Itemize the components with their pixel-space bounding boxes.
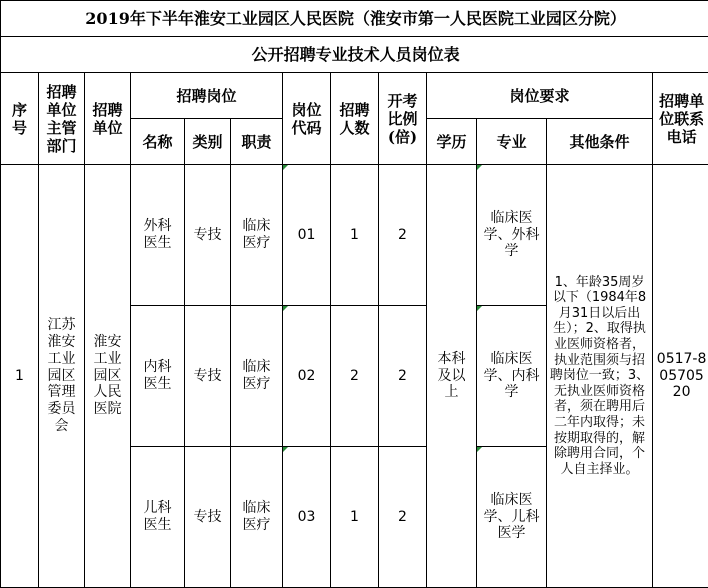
post-name: 外科医生 xyxy=(131,165,185,306)
header-name: 名称 xyxy=(131,119,185,165)
post-duty: 临床医疗 xyxy=(231,165,283,306)
post-name: 儿科医生 xyxy=(131,447,185,588)
post-major: 临床医学、儿科医学 xyxy=(477,447,547,588)
post-count: 2 xyxy=(331,306,379,447)
post-major: 临床医学、外科学 xyxy=(477,165,547,306)
post-type: 专技 xyxy=(185,306,231,447)
post-major: 临床医学、内科学 xyxy=(477,306,547,447)
header-dept: 招聘单位主管部门 xyxy=(39,73,85,165)
header-count: 招聘人数 xyxy=(331,73,379,165)
header-req-group: 岗位要求 xyxy=(427,73,653,119)
post-code: 03 xyxy=(283,447,331,588)
page-title: 2019年下半年淮安工业园区人民医院（淮安市第一人民医院工业园区分院） xyxy=(1,1,708,37)
post-type: 专技 xyxy=(185,447,231,588)
post-name: 内科医生 xyxy=(131,306,185,447)
header-duty: 职责 xyxy=(231,119,283,165)
unit-cell: 淮安工业园区人民医院 xyxy=(85,165,131,588)
header-ratio: 开考比例(倍) xyxy=(379,73,427,165)
post-count: 1 xyxy=(331,165,379,306)
header-contact: 招聘单位联系电话 xyxy=(653,73,708,165)
header-post-group: 招聘岗位 xyxy=(131,73,283,119)
seq-cell: 1 xyxy=(1,165,39,588)
header-seq: 序号 xyxy=(1,73,39,165)
edu-cell: 本科及以上 xyxy=(427,165,477,588)
post-code: 01 xyxy=(283,165,331,306)
post-code: 02 xyxy=(283,306,331,447)
header-code: 岗位代码 xyxy=(283,73,331,165)
header-unit: 招聘单位 xyxy=(85,73,131,165)
header-other: 其他条件 xyxy=(547,119,653,165)
header-major: 专业 xyxy=(477,119,547,165)
post-ratio: 2 xyxy=(379,447,427,588)
table-row xyxy=(1,165,708,306)
contact-cell: 0517-80570520 xyxy=(653,165,708,588)
post-ratio: 2 xyxy=(379,306,427,447)
post-duty: 临床医疗 xyxy=(231,306,283,447)
header-edu: 学历 xyxy=(427,119,477,165)
post-type: 专技 xyxy=(185,165,231,306)
dept-cell: 江苏淮安工业园区管理委员会 xyxy=(39,165,85,588)
post-ratio: 2 xyxy=(379,165,427,306)
post-duty: 临床医疗 xyxy=(231,447,283,588)
other-conditions-cell: 1、年龄35周岁以下（1984年8月31日以后出生）；2、取得执业医师资格者，执业范围须与招聘岗位一致；3、无执业医师资格者，须在聘用后二年内取得；未按期取得的，解除聘用合同，个人自主择业。 xyxy=(547,165,653,588)
table-subtitle: 公开招聘专业技术人员岗位表 xyxy=(1,37,708,73)
post-count: 1 xyxy=(331,447,379,588)
header-type: 类别 xyxy=(185,119,231,165)
